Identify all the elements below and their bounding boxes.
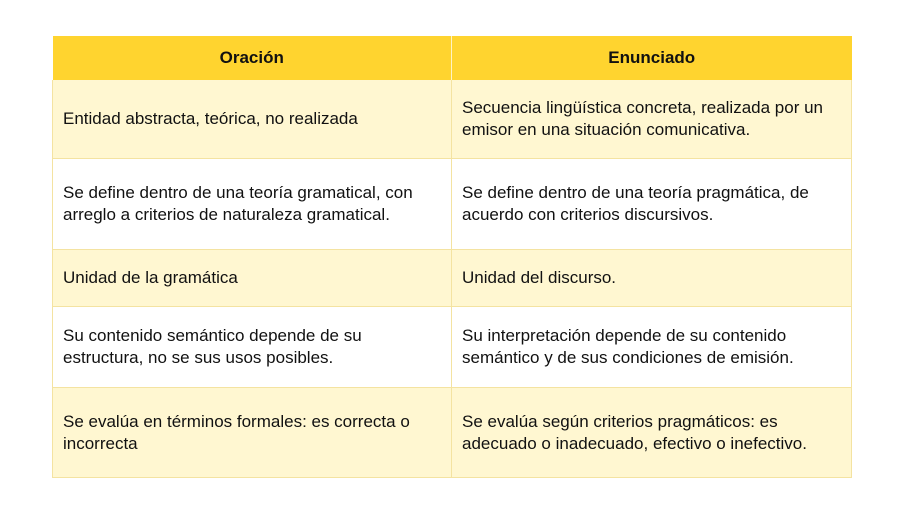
- table-cell-enunciado: Su interpretación depende de su contenido semántico y de sus condiciones de emisión.: [452, 307, 852, 388]
- column-header-enunciado: Enunciado: [452, 36, 852, 80]
- table-cell-oracion: Su contenido semántico depende de su estructura, no se sus usos posibles.: [53, 307, 452, 388]
- table-cell-enunciado: Se evalúa según criterios pragmáticos: es adecuado o inadecuado, efectivo o inefectivo.: [452, 388, 852, 478]
- table-cell-enunciado: Se define dentro de una teoría pragmática, de acuerdo con criterios discursivos.: [452, 159, 852, 250]
- table-cell-oracion: Se evalúa en términos formales: es correcta o incorrecta: [53, 388, 452, 478]
- table-row: [53, 250, 852, 307]
- table-row: [53, 159, 852, 250]
- table-cell-oracion: Unidad de la gramática: [53, 250, 452, 307]
- table-row: [53, 388, 852, 478]
- table-row: [53, 307, 852, 388]
- table-cell-enunciado: Unidad del discurso.: [452, 250, 852, 307]
- column-header-oracion: Oración: [53, 36, 452, 80]
- comparison-table-container: [52, 36, 851, 478]
- table-header-row: [53, 36, 852, 80]
- table-cell-oracion: Se define dentro de una teoría gramatical, con arreglo a criterios de naturaleza gramatical.: [53, 159, 452, 250]
- table-cell-oracion: Entidad abstracta, teórica, no realizada: [53, 80, 452, 159]
- table-row: [53, 80, 852, 159]
- comparison-table: [52, 36, 852, 478]
- table-cell-enunciado: Secuencia lingüística concreta, realizada por un emisor en una situación comunicativa.: [452, 80, 852, 159]
